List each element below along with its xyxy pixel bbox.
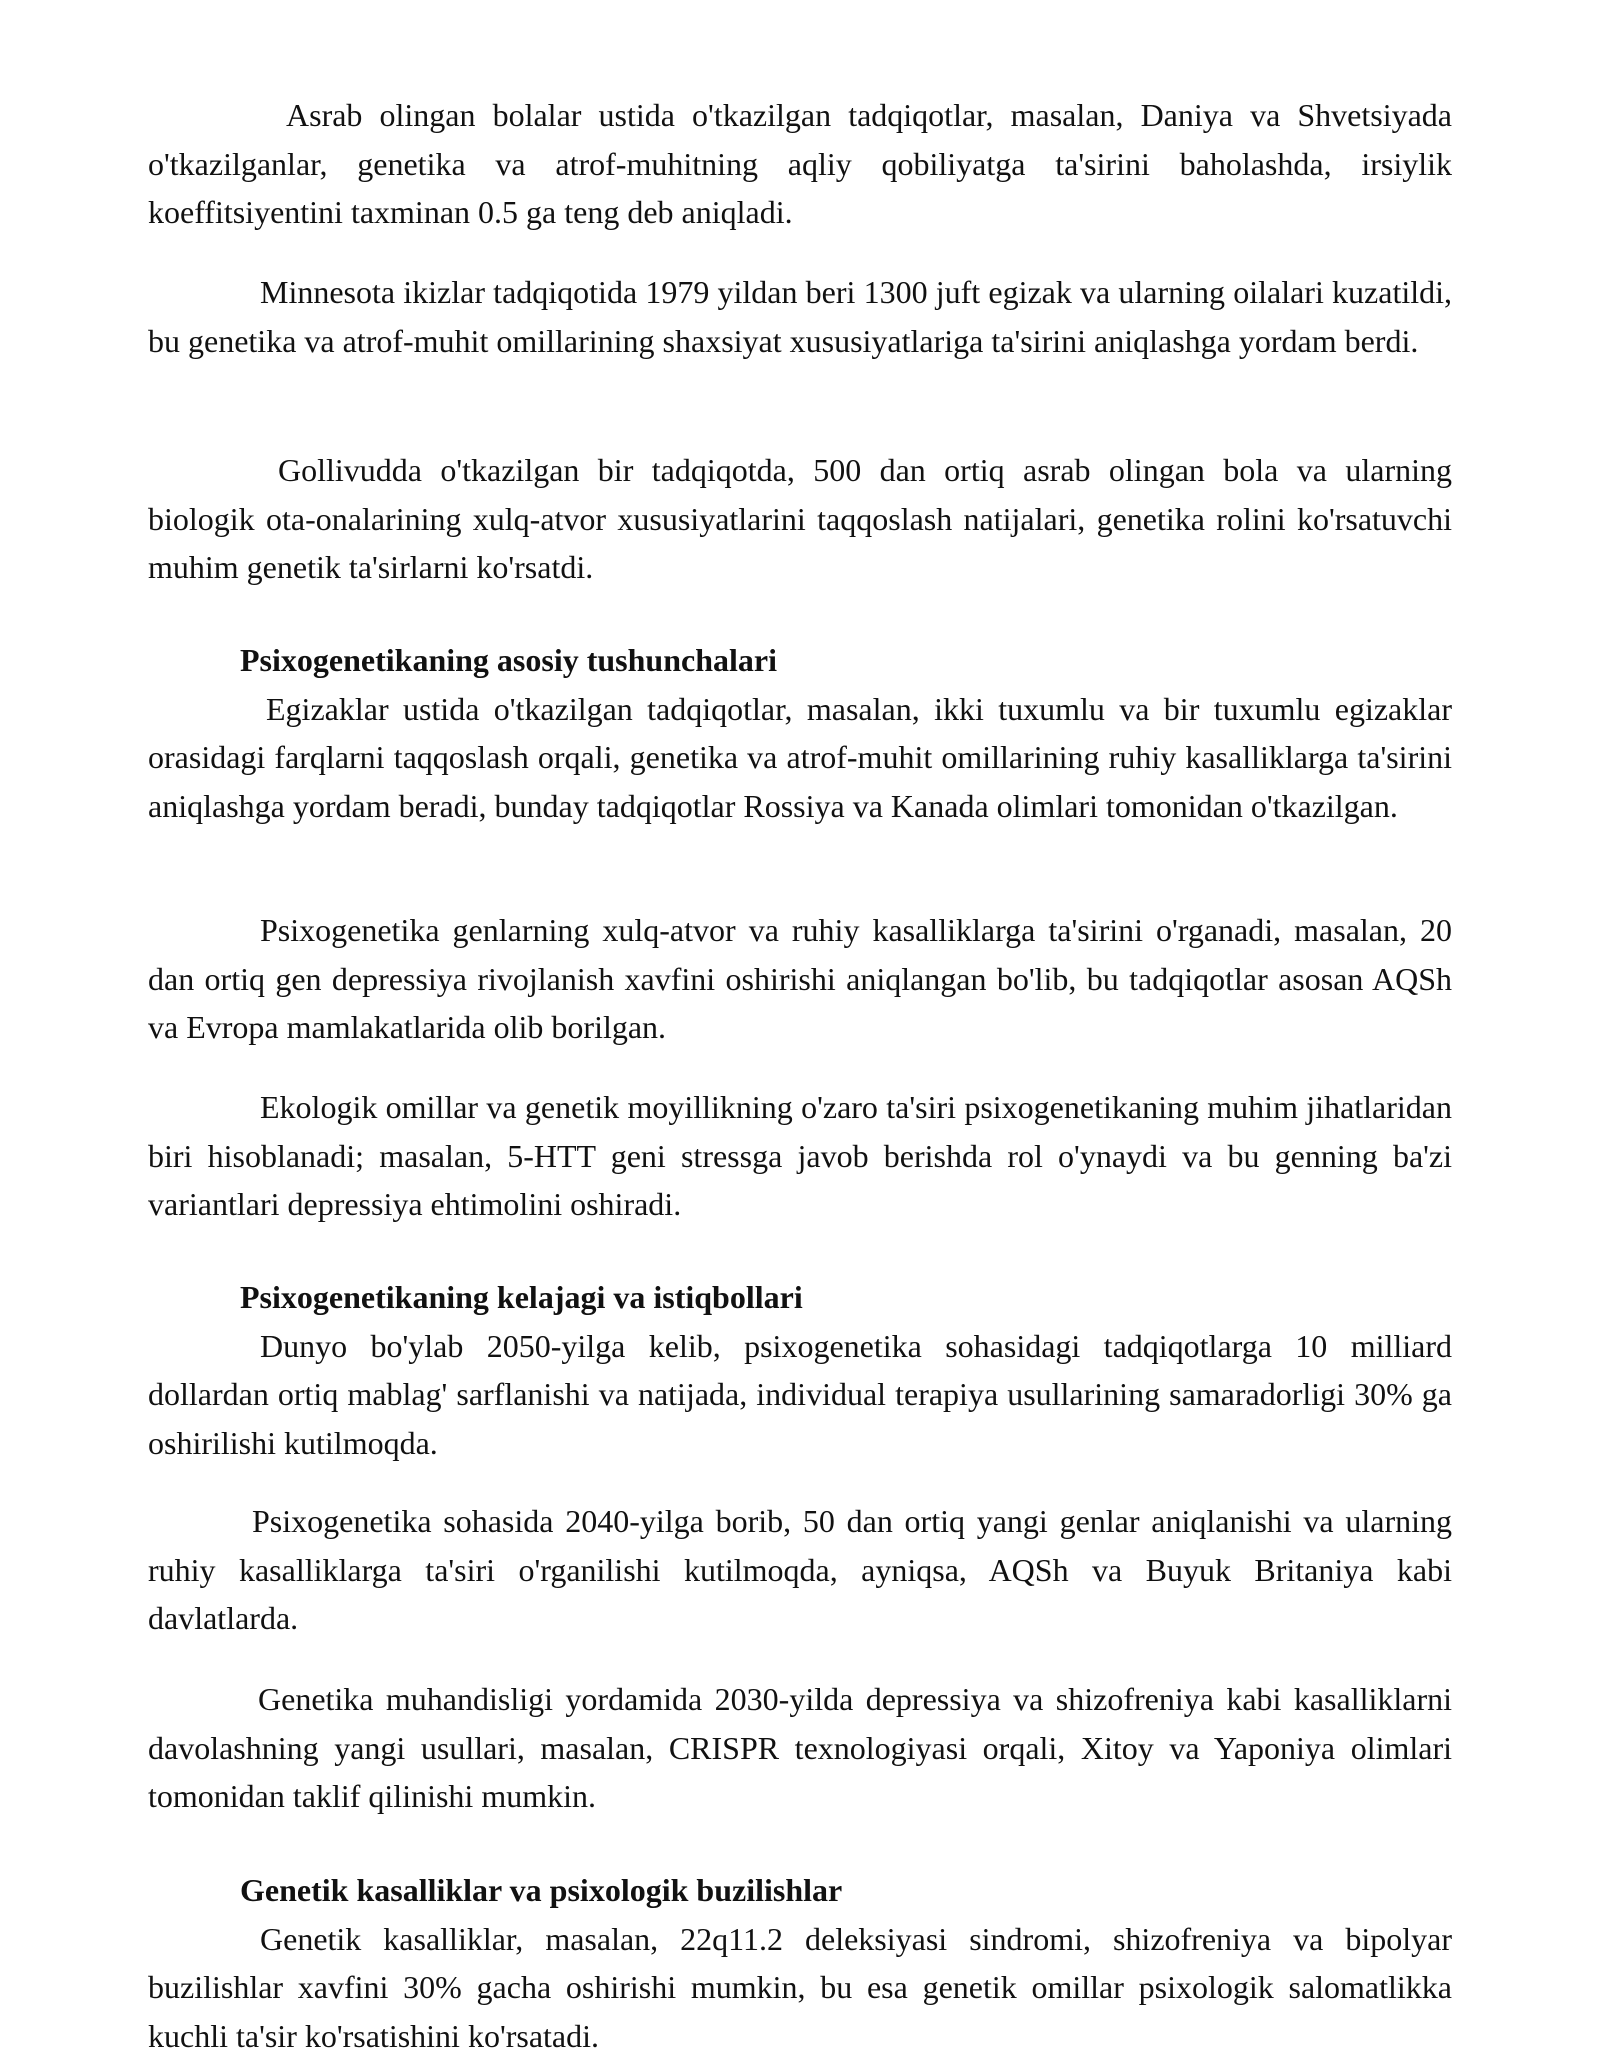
paragraph-text: Genetik kasalliklar, masalan, 22q11.2 deleksiyasi sindromi, shizofreniya va bipolyar buzilishlar xavfini 30% gacha oshirishi mumkin, bu esa genetik omillar psixologik salomatlikka kuchli ta'sir ko'rsatishini ko'rsatadi.	[148, 1920, 1452, 2054]
paragraph-text: Dunyo bo'ylab 2050-yilga kelib, psixogenetika sohasidagi tadqiqotlarga 10 milliard dollardan ortiq mablag' sarflanishi va natijada, individual terapiya usullarining samaradorligi 30% ga oshirilishi kutilmoqda.	[148, 1327, 1452, 1461]
paragraph-genes-behavior	[148, 906, 1452, 1052]
section-genetic-diseases	[148, 1866, 1452, 2060]
paragraph-text: Gollivudda o'tkazilgan bir tadqiqotda, 500 dan ortiq asrab olingan bola va ularning biologik ota-onalarining xulq-atvor xususiyatlarini taqqoslash natijalari, genetika rolini ko'rsatuvchi muhim genetik ta'sirlarni ko'rsatdi.	[148, 452, 1452, 585]
paragraph-text: Ekologik omillar va genetik moyillikning o'zaro ta'siri psixogenetikaning muhim jihatlaridan biri hisoblanadi; masalan, 5-HTT geni stressga javob berishda rol o'ynaydi va bu genning ba'zi variantlari depressiya ehtimolini oshiradi.	[148, 1089, 1452, 1222]
section-heading: Psixogenetikaning kelajagi va istiqbollari	[240, 1279, 803, 1315]
section-future-prospects	[148, 1273, 1452, 1467]
paragraph-text: Egizaklar ustida o'tkazilgan tadqiqotlar, masalan, ikki tuxumlu va bir tuxumlu egizaklar orasidagi farqlarni taqqoslash orqali, genetika va atrof-muhit omillarining ruhiy kasalliklarga ta'sirini aniqlashga yordam beradi, bunday tadqiqotlar Rossiya va Kanada olimlari tomonidan o'tkazilgan.	[148, 690, 1452, 824]
section-heading: Genetik kasalliklar va psixologik buzilishlar	[240, 1872, 843, 1908]
paragraph-text: Psixogenetika sohasida 2040-yilga borib, 50 dan ortiq yangi genlar aniqlanishi va ularning ruhiy kasalliklarga ta'siri o'rganilishi kutilmoqda, ayniqsa, AQSh va Buyuk Britaniya kabi davlatlarda.	[148, 1503, 1452, 1636]
paragraph-hollywood-study	[148, 446, 1452, 592]
paragraph-text: Asrab olingan bolalar ustida o'tkazilgan tadqiqotlar, masalan, Daniya va Shvetsiyada o'tkazilganlar, genetika va atrof-muhitning aqliy qobiliyatga ta'sirini baholashda, irsiylik koeffitsiyentini taxminan 0.5 ga teng deb aniqladi.	[148, 97, 1452, 230]
section-heading: Psixogenetikaning asosiy tushunchalari	[240, 642, 777, 678]
paragraph-text: Minnesota ikizlar tadqiqotida 1979 yildan beri 1300 juft egizak va ularning oilalari kuzatildi, bu genetika va atrof-muhit omillarining shaxsiyat xususiyatlariga ta'sirini aniqlashga yordam berdi.	[148, 274, 1452, 359]
paragraph-minnesota-twins	[148, 268, 1452, 365]
paragraph-genetic-engineering	[148, 1675, 1452, 1821]
paragraph-ecological-factors	[148, 1083, 1452, 1229]
section-basic-concepts	[148, 636, 1452, 830]
paragraph-2040-genes	[148, 1497, 1452, 1643]
paragraph-text: Genetika muhandisligi yordamida 2030-yilda depressiya va shizofreniya kabi kasalliklarni davolashning yangi usullari, masalan, CRISPR texnologiyasi orqali, Xitoy va Yaponiya olimlari tomonidan taklif qilinishi mumkin.	[148, 1681, 1452, 1814]
paragraph-adopted-children	[148, 91, 1452, 237]
paragraph-text: Psixogenetika genlarning xulq-atvor va ruhiy kasalliklarga ta'sirini o'rganadi, masalan, 20 dan ortiq gen depressiya rivojlanish xavfini oshirishi aniqlangan bo'lib, bu tadqiqotlar asosan AQSh va Evropa mamlakatlarida olib borilgan.	[148, 912, 1452, 1045]
